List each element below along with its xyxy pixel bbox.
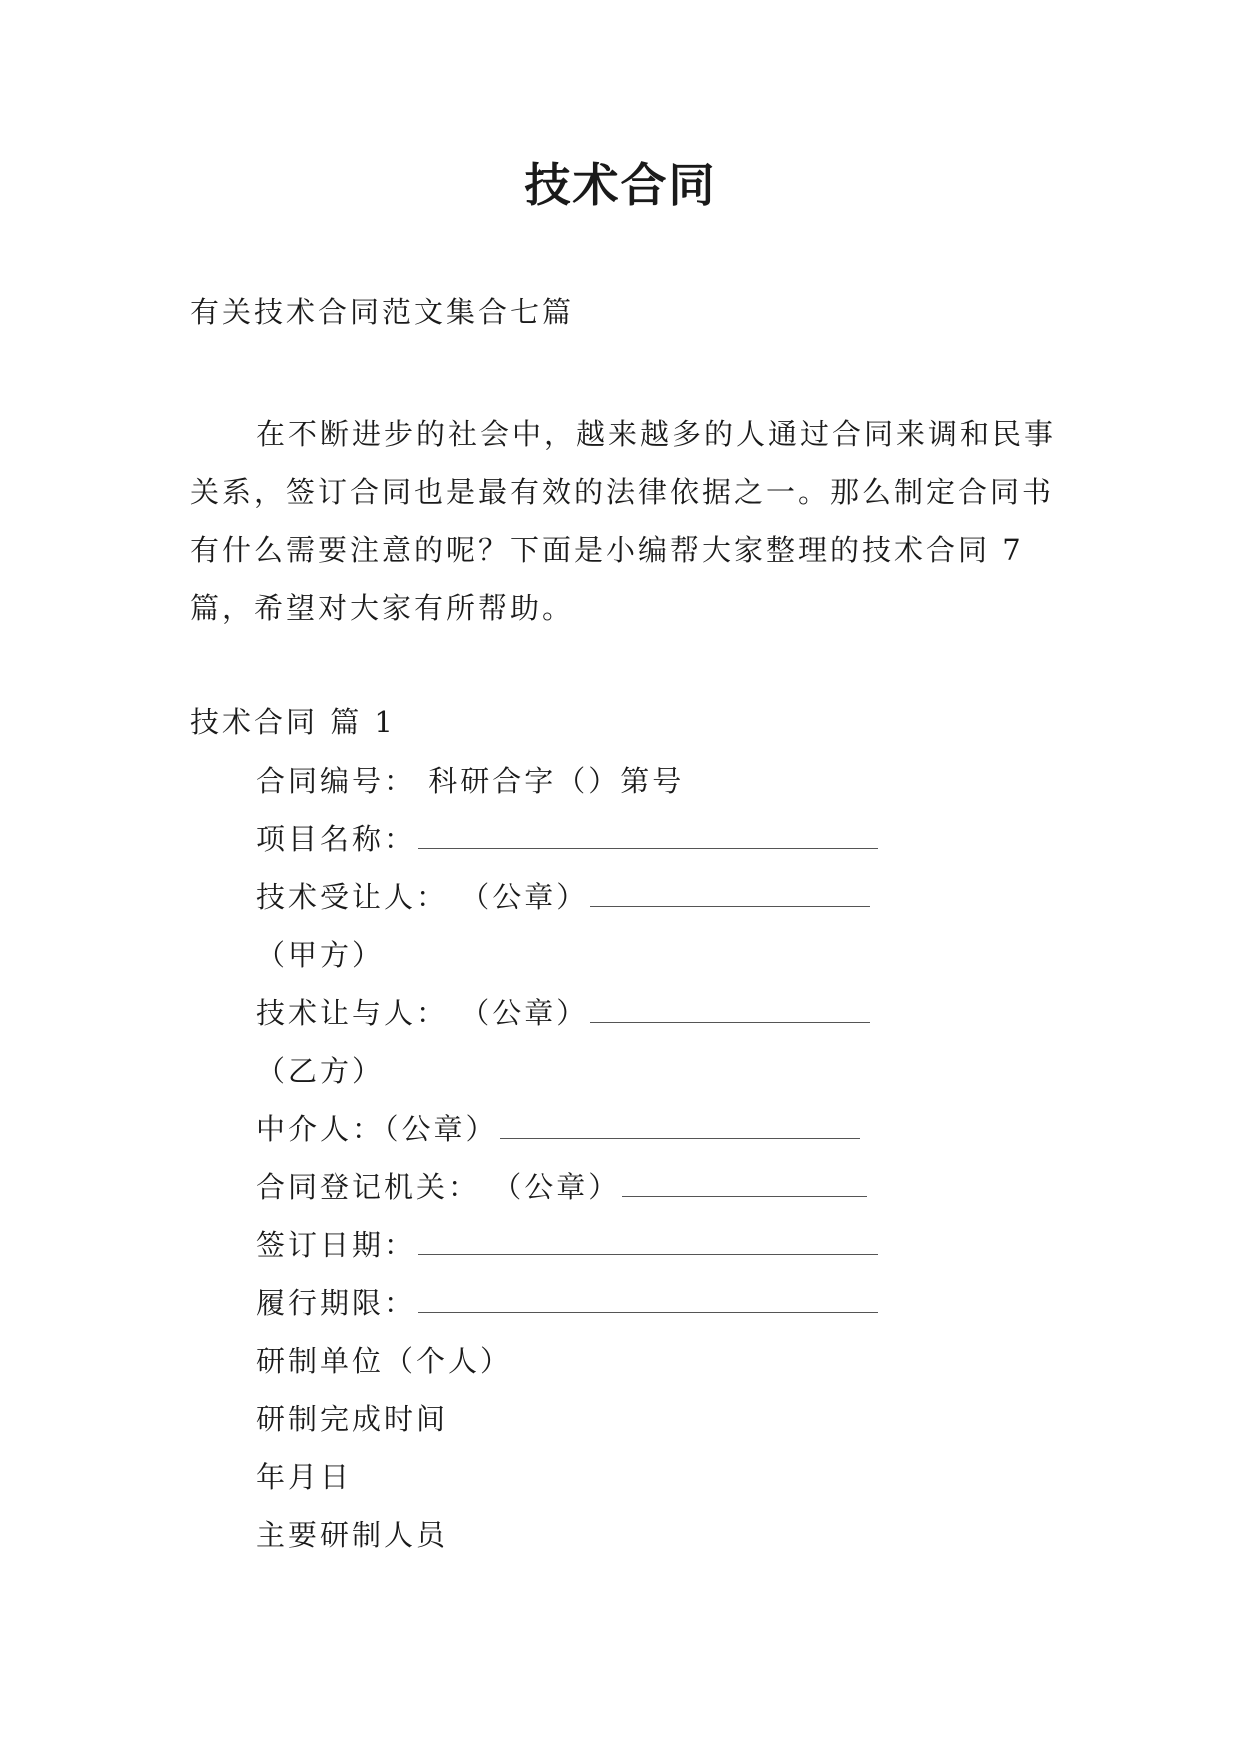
field-label: 技术让与人： （公章） [256,996,589,1030]
blank-line [418,1274,878,1313]
field-label: 研制单位（个人） [256,1344,513,1378]
field-label: 年月日 [256,1460,353,1494]
field-label: 项目名称： [256,822,417,856]
field-party-b [256,1042,956,1100]
field-main-developers [256,1506,956,1564]
field-contract-number [256,752,956,810]
field-project-name [256,810,956,868]
field-party-a [256,926,956,984]
field-label: 研制完成时间 [256,1402,449,1436]
field-label: 合同编号： 科研合字（）第号 [256,764,685,798]
field-label: 签订日期： [256,1228,417,1262]
document-title: 技术合同 [524,158,717,212]
field-transferee [256,868,956,926]
field-label: 中介人：（公章） [256,1112,498,1146]
field-intermediary [256,1100,956,1158]
field-date-line [256,1448,956,1506]
field-performance-period [256,1274,956,1332]
document-subtitle: 有关技术合同范文集合七篇 [190,295,575,329]
field-label: 履行期限： [256,1286,417,1320]
blank-line [500,1100,860,1139]
field-label: （乙方） [256,1054,385,1088]
field-transferor [256,984,956,1042]
intro-paragraph: 在不断进步的社会中，越来越多的人通过合同来调和民事关系，签订合同也是最有效的法律依据之一。那么制定合同书有什么需要注意的呢？下面是小编帮大家整理的技术合同 7 篇，希望对大家有所帮助。 [190,417,1057,625]
contract-fields [256,752,956,1564]
field-label: 主要研制人员 [256,1518,449,1552]
field-completion-time [256,1390,956,1448]
field-signing-date [256,1216,956,1274]
field-label: 合同登记机关： （公章） [256,1170,621,1204]
blank-line [418,810,878,849]
blank-line [590,984,870,1023]
field-developer-unit [256,1332,956,1390]
field-label: 技术受让人： （公章） [256,880,589,914]
section-heading: 技术合同 篇 1 [190,705,396,739]
blank-line [590,868,870,907]
field-label: （甲方） [256,938,385,972]
blank-line [418,1216,878,1255]
field-registration-authority [256,1158,956,1216]
blank-line [622,1158,867,1197]
